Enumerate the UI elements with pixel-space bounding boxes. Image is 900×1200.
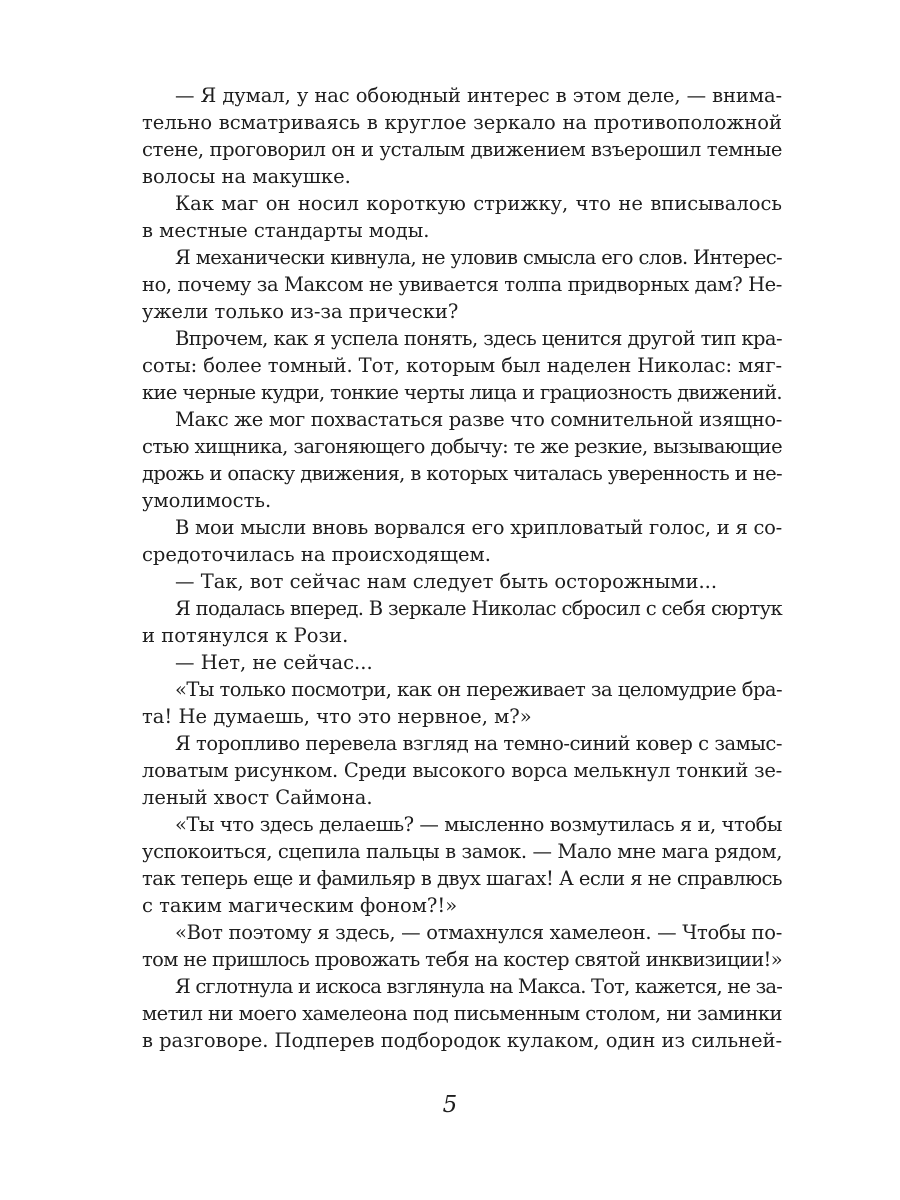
text-line: так теперь еще и фамильяр в двух шагах! А если я не справлюсь [142,867,782,890]
text-line: Я сглотнула и искоса взглянула на Макса. Тот, кажется, не за- [175,975,782,998]
text-line: умолимость. [142,489,272,512]
text-line: Впрочем, как я успела понять, здесь ценится другой тип кра- [175,327,783,350]
text-line: «Ты что здесь делаешь? — мысленно возмутилась я и, чтобы [175,813,782,836]
text-line: та! Не думаешь, что это нервное, м?» [142,705,532,728]
text-line: леный хвост Саймона. [142,786,373,809]
text-line: в местные стандарты моды. [142,219,430,242]
page-number: 5 [442,1092,458,1118]
body-text [142,82,782,1054]
text-line: кие черные кудри, тонкие черты лица и грациозность движений. [142,381,782,404]
text-line: волосы на макушке. [142,165,351,188]
text-line: успокоиться, сцепила пальцы в замок. — Мало мне мага рядом, [142,840,782,863]
text-line: Макс же мог похвастаться разве что сомнительной изящно- [175,408,782,431]
text-line: — Нет, не сейчас... [175,651,373,674]
text-line: том не пришлось провожать тебя на костер святой инквизиции!» [142,948,782,971]
text-line: но, почему за Максом не увивается толпа придворных дам? Не- [142,273,782,296]
text-line: ужели только из-за прически? [142,300,459,323]
text-line: в разговоре. Подперев подбородок кулаком, один из сильней- [142,1029,783,1052]
text-line: Я механически кивнула, не уловив смысла его слов. Интерес- [175,246,782,269]
text-line: — Так, вот сейчас нам следует быть осторожными... [175,570,718,593]
text-line: тельно всматриваясь в круглое зеркало на противоположной [142,111,782,134]
text-line: метил ни моего хамелеона под письменным столом, ни заминки [142,1002,782,1025]
text-line: ловатым рисунком. Среди высокого ворса мелькнул тонкий зе- [142,759,782,782]
text-line: стене, проговорил он и усталым движением взъерошил темные [142,138,782,161]
text-line: и потянулся к Рози. [142,624,349,647]
text-line: Я подалась вперед. В зеркале Николас сбросил с себя сюртук [175,597,782,620]
text-line: Я торопливо перевела взгляд на темно-синий ковер с замыс- [175,732,782,755]
text-line: стью хищника, загоняющего добычу: те же резкие, вызывающие [142,435,782,458]
text-line: «Вот поэтому я здесь, — отмахнулся хамелеон. — Чтобы по- [175,921,782,944]
text-line: «Ты только посмотри, как он переживает за целомудрие бра- [175,678,782,701]
text-line: В мои мысли вновь ворвался его хрипловатый голос, и я со- [175,516,782,539]
text-line: Как маг он носил короткую стрижку, что не вписывалось [175,192,782,215]
text-line: соты: более томный. Тот, которым был наделен Николас: мяг- [142,354,782,377]
text-line: средоточилась на происходящем. [142,543,491,566]
text-line: дрожь и опаску движения, в которых читалась уверенность и не- [142,462,782,485]
text-line: — Я думал, у нас обоюдный интерес в этом деле, — внима- [175,84,782,107]
text-line: с таким магическим фоном?!» [142,894,458,917]
